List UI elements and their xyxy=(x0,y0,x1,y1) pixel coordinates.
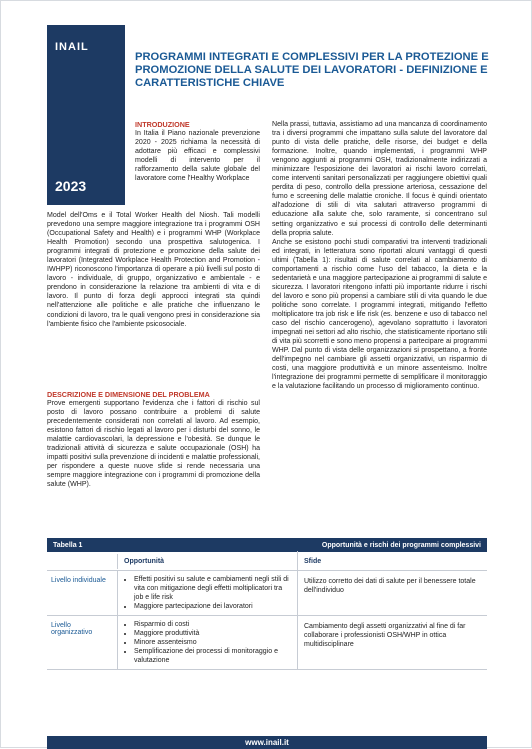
list-item: • Effetti positivi su salute e cambiamenti negli stili di vita con mitigazione degli effetti moltiplicatori tra job e life risk xyxy=(134,575,291,602)
intro-text-1: In Italia il Piano nazionale prevenzione 2020 - 2025 richiama la necessità di adottare più efficaci e complessivi modelli di intervento per il rafforzamento della salute globale del lavoratore come l'Healthy Workplace xyxy=(135,130,260,183)
year-label: 2023 xyxy=(55,178,87,194)
row-level: Livello organizzativo xyxy=(51,622,93,636)
footer-link[interactable]: www.inail.it xyxy=(47,736,487,749)
intro-heading: INTRODUZIONE xyxy=(135,120,190,129)
right-paragraph-1: Nella prassi, tuttavia, assistiamo ad una mancanza di coordinamento tra i diversi programmi che impattano sulla salute del lavoratore dal punto di vista delle pratiche, delle risorse, dei budget e della formazione. Inoltre, quando implementati, i programmi WHP vengono aggiunti ai programmi OSH, tradizionalmente indirizzati a minimizzare l'esposizione dei lavoratori ai rischi lavoro correlati, come interventi sanitari personalizzati per raggiungere obiettivi quali perdita di peso, controllo della pressione arteriosa, cessazione del fumo e screening delle malattie croniche. Il focus è quindi orientato all'adozione di stili di vita salutari attraverso programmi di educazione alla salute che, solo raramente, si concentrano sul setting organizzativo e sui processi di controllo delle determinanti della propria salute. xyxy=(272,121,487,237)
list-item: • Minore assenteismo xyxy=(134,638,291,647)
row-sfide: Utilizzo corretto dei dati di salute per il benessere totale dell'individuo xyxy=(297,571,487,615)
table-row xyxy=(47,571,487,616)
list-item: • Maggiore partecipazione dei lavoratori xyxy=(134,602,291,611)
table-1 xyxy=(47,538,487,670)
table-caption: Opportunità e rischi dei programmi complessivi xyxy=(321,541,481,549)
table-subheader xyxy=(47,552,487,571)
page-title: PROGRAMMI INTEGRATI E COMPLESSIVI PER LA PROTEZIONE E PROMOZIONE DELLA SALUTE DEI LAVORATORI - DEFINIZIONE E CARATTERISTICHE CHIAVE xyxy=(135,51,489,89)
table-label: Tabella 1 xyxy=(53,541,83,549)
col-empty xyxy=(47,555,117,567)
right-paragraph-2: Anche se esistono pochi studi comparativi tra interventi tradizionali ed integrati, in letteratura sono riportati alcuni vantaggi di questi ultimi (Tabella 1): risultati di salute correlati al cambiamento di comportamenti a rischio come l'uso del tabacco, la dieta e la sedentarietà e una maggiore partecipazione ai programmi di salute e sicurezza. I lavoratori ritengono infatti più importante ridurre i rischi del lavoro e sono più propensi a cambiare stili di vita quando le due politiche sono correlate. I programmi integrati, mitigando l'effetto moltiplicatore tra job risk e life risk (es. benzene e uso di tabacco nel caso del rischio cancerogeno), agevolano soprattutto i lavoratori impegnati nei settori ad alto rischio, che statisticamente riportano stili di vita più scorretti e sono meno propensi a partecipare ai programmi WHP. Dal punto di vista delle organizzazioni si prospettano, a fronte dell'impegno nel cambiare gli assetti organizzativi, un risparmio di costi, una maggiore produttività e un minore assenteismo. Inoltre l'integrazione dei programmi permette di semplificare il monitoraggio e la valutazione facilitando un processo di miglioramento continuo. xyxy=(272,238,487,391)
col-opportunita: Opportunità xyxy=(117,554,297,569)
list-item: • Risparmio di costi xyxy=(134,620,291,629)
inail-logo: INAIL xyxy=(55,41,89,53)
list-item: • Semplificazione dei processi di monitoraggio e valutazione xyxy=(134,647,291,665)
col-sfide: Sfide xyxy=(297,551,487,572)
section-text: Prove emergenti supportano l'evidenza che i fattori di rischio sul posto di lavoro possano contribuire a problemi di salute precedentemente considerati non correlati al lavoro. Ad esempio, esistono fattori di rischio legati al lavoro per i disturbi del sonno, le malattie cardiovascolari, la depressione e l'obesità. Se dunque le tradizionali attività di sicurezza e salute occupazionale (OSH) ha impatti positivi sulla prevenzione di incidenti e malattie professionali, per rispondere a queste nuove sfide si rende necessaria una sempre maggiore integrazione con i programmi di promozione della salute (WHP). xyxy=(47,400,260,489)
section-heading: DESCRIZIONE E DIMENSIONE DEL PROBLEMA xyxy=(47,390,210,399)
row-opportunita xyxy=(117,571,297,615)
table-row xyxy=(47,616,487,670)
right-column xyxy=(272,120,487,391)
row-level: Livello individuale xyxy=(51,577,106,584)
list-item: • Maggiore produttività xyxy=(134,629,291,638)
row-opportunita xyxy=(117,616,297,669)
row-sfide: Cambiamento degli assetti organizzativi al fine di far collaborare i professionisti OSH/WHP in ottica multidisciplinare xyxy=(297,616,487,669)
intro-text-2: Model dell'Oms e il Total Worker Health del Niosh. Tali modelli prevedono una sempre maggiore integrazione tra i programmi OSH (Occupational Safety and Health) e i programmi WHP (Workplace Health Promotion) secondo una prospettiva salutogenica. I programmi integrati di protezione e promozione della salute dei lavoratori (Integrated Workplace Health Protection and Promotion - IWHPP) riconoscono l'importanza di operare a più livelli sul posto di lavoro - individuale, di gruppo, organizzativo e ambientale - e prendono in considerazione la relazione tra ambienti di vita e di lavoro. Il punto di forza degli approcci integrati sta quindi nell'attenzione alle politiche e alle pratiche che influenzano le condizioni di lavoro, tra le quali vengono presi in considerazione sia l'ambiente fisico che l'ambiente psicosociale. xyxy=(47,212,260,328)
